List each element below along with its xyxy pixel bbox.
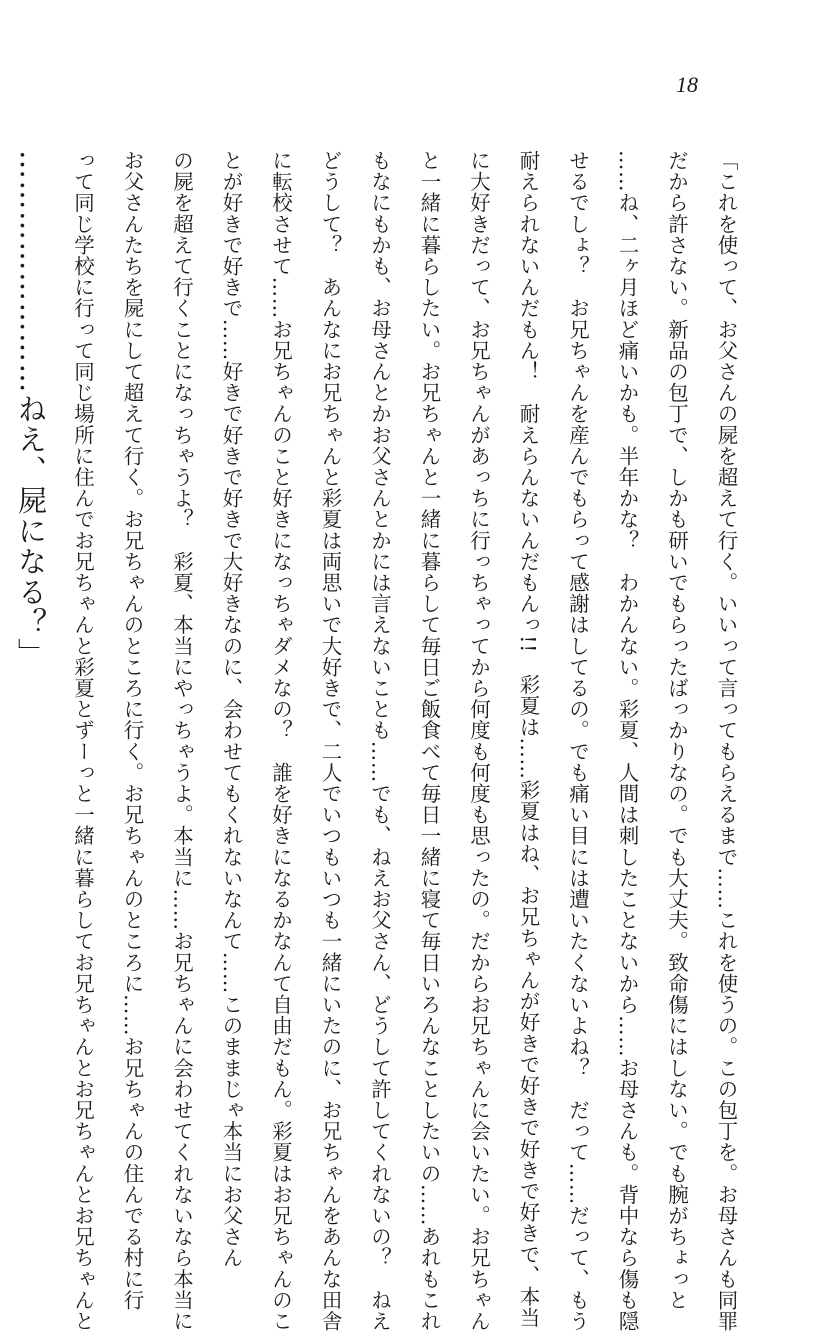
page-number: 18: [676, 72, 698, 97]
text-line: ……ね、二ヶ月ほど痛いかも。半年かな？ わかんない。彩夏、人間は刺したことないから……お母さんも。背中なら傷も隠: [615, 150, 639, 1332]
text-line: に転校させて……お兄ちゃんのこと好きになっちゃダメなの？ 誰を好きになるかなんて自由だもん。彩夏はお兄ちゃんのこ: [268, 150, 293, 1332]
emphasized-text-line: ……………………ねえ、屍になる？」: [14, 150, 48, 669]
text-line: に大好きだって、お兄ちゃんがあっちに行っちゃってから何度も何度も思ったの。だからお兄ちゃんに会いたい。お兄ちゃん: [466, 150, 491, 1332]
text-line: 「これを使って、お父さんの屍を超えて行く。いいって言ってもらえるまで……これを使うの。この包丁を。お母さんも同罪: [714, 150, 738, 1332]
text-line: せるでしょ？ お兄ちゃんを産んでもらって感謝はしてるの。でも痛い目には遭いたくないよね？ だって……だって、もう: [565, 150, 590, 1332]
text-line: どうして？ あんなにお兄ちゃんと彩夏は両思いで大好きで、二人でいつもいつも一緒にいたのに、お兄ちゃんをあんな田舎: [318, 150, 342, 1332]
text-line: って同じ学校に行って同じ場所に住んでお兄ちゃんと彩夏とずーっと一緒に暮らしてお兄ちゃんとお兄ちゃんとお兄ちゃんと: [70, 150, 95, 1332]
text-line: だから許さない。新品の包丁で、しかも研いでもらったばっかりなの。でも大丈夫。致命傷にはしない。でも腕がちょっと: [664, 150, 689, 1311]
text-line: とが好きで好きで……好きで好きで好きで大好きなのに、会わせてもくれないなんて……このままじゃ本当にお父さん: [219, 150, 243, 1269]
text-line: お父さんたちを屍にして超えて行く。お兄ちゃんのところに行く。お兄ちゃんのところに……お兄ちゃんの住んでる村に行: [120, 150, 144, 1311]
novel-text-block: [0, 150, 750, 1332]
text-line: もなにもかも、お母さんとかお父さんとかには言えないことも……でも、ねえお父さん、どうして許してくれないの？ ねえ: [367, 150, 392, 1332]
text-line: と一緒に暮らしたい。お兄ちゃんと一緒に暮らして毎日ご飯食べて毎日一緒に寝て毎日いろんなことしたいの……あれもこれ: [417, 150, 441, 1332]
text-line: の屍を超えて行くことになっちゃうよ？ 彩夏、本当にやっちゃうよ。本当に……お兄ちゃんに会わせてくれないなら本当に: [169, 150, 194, 1332]
text-line: 耐えられないんだもん！ 耐えらんないんだもんっ!! 彩夏は……彩夏はね、お兄ちゃんが好きで好きで好きで好きで、本当: [516, 150, 540, 1329]
